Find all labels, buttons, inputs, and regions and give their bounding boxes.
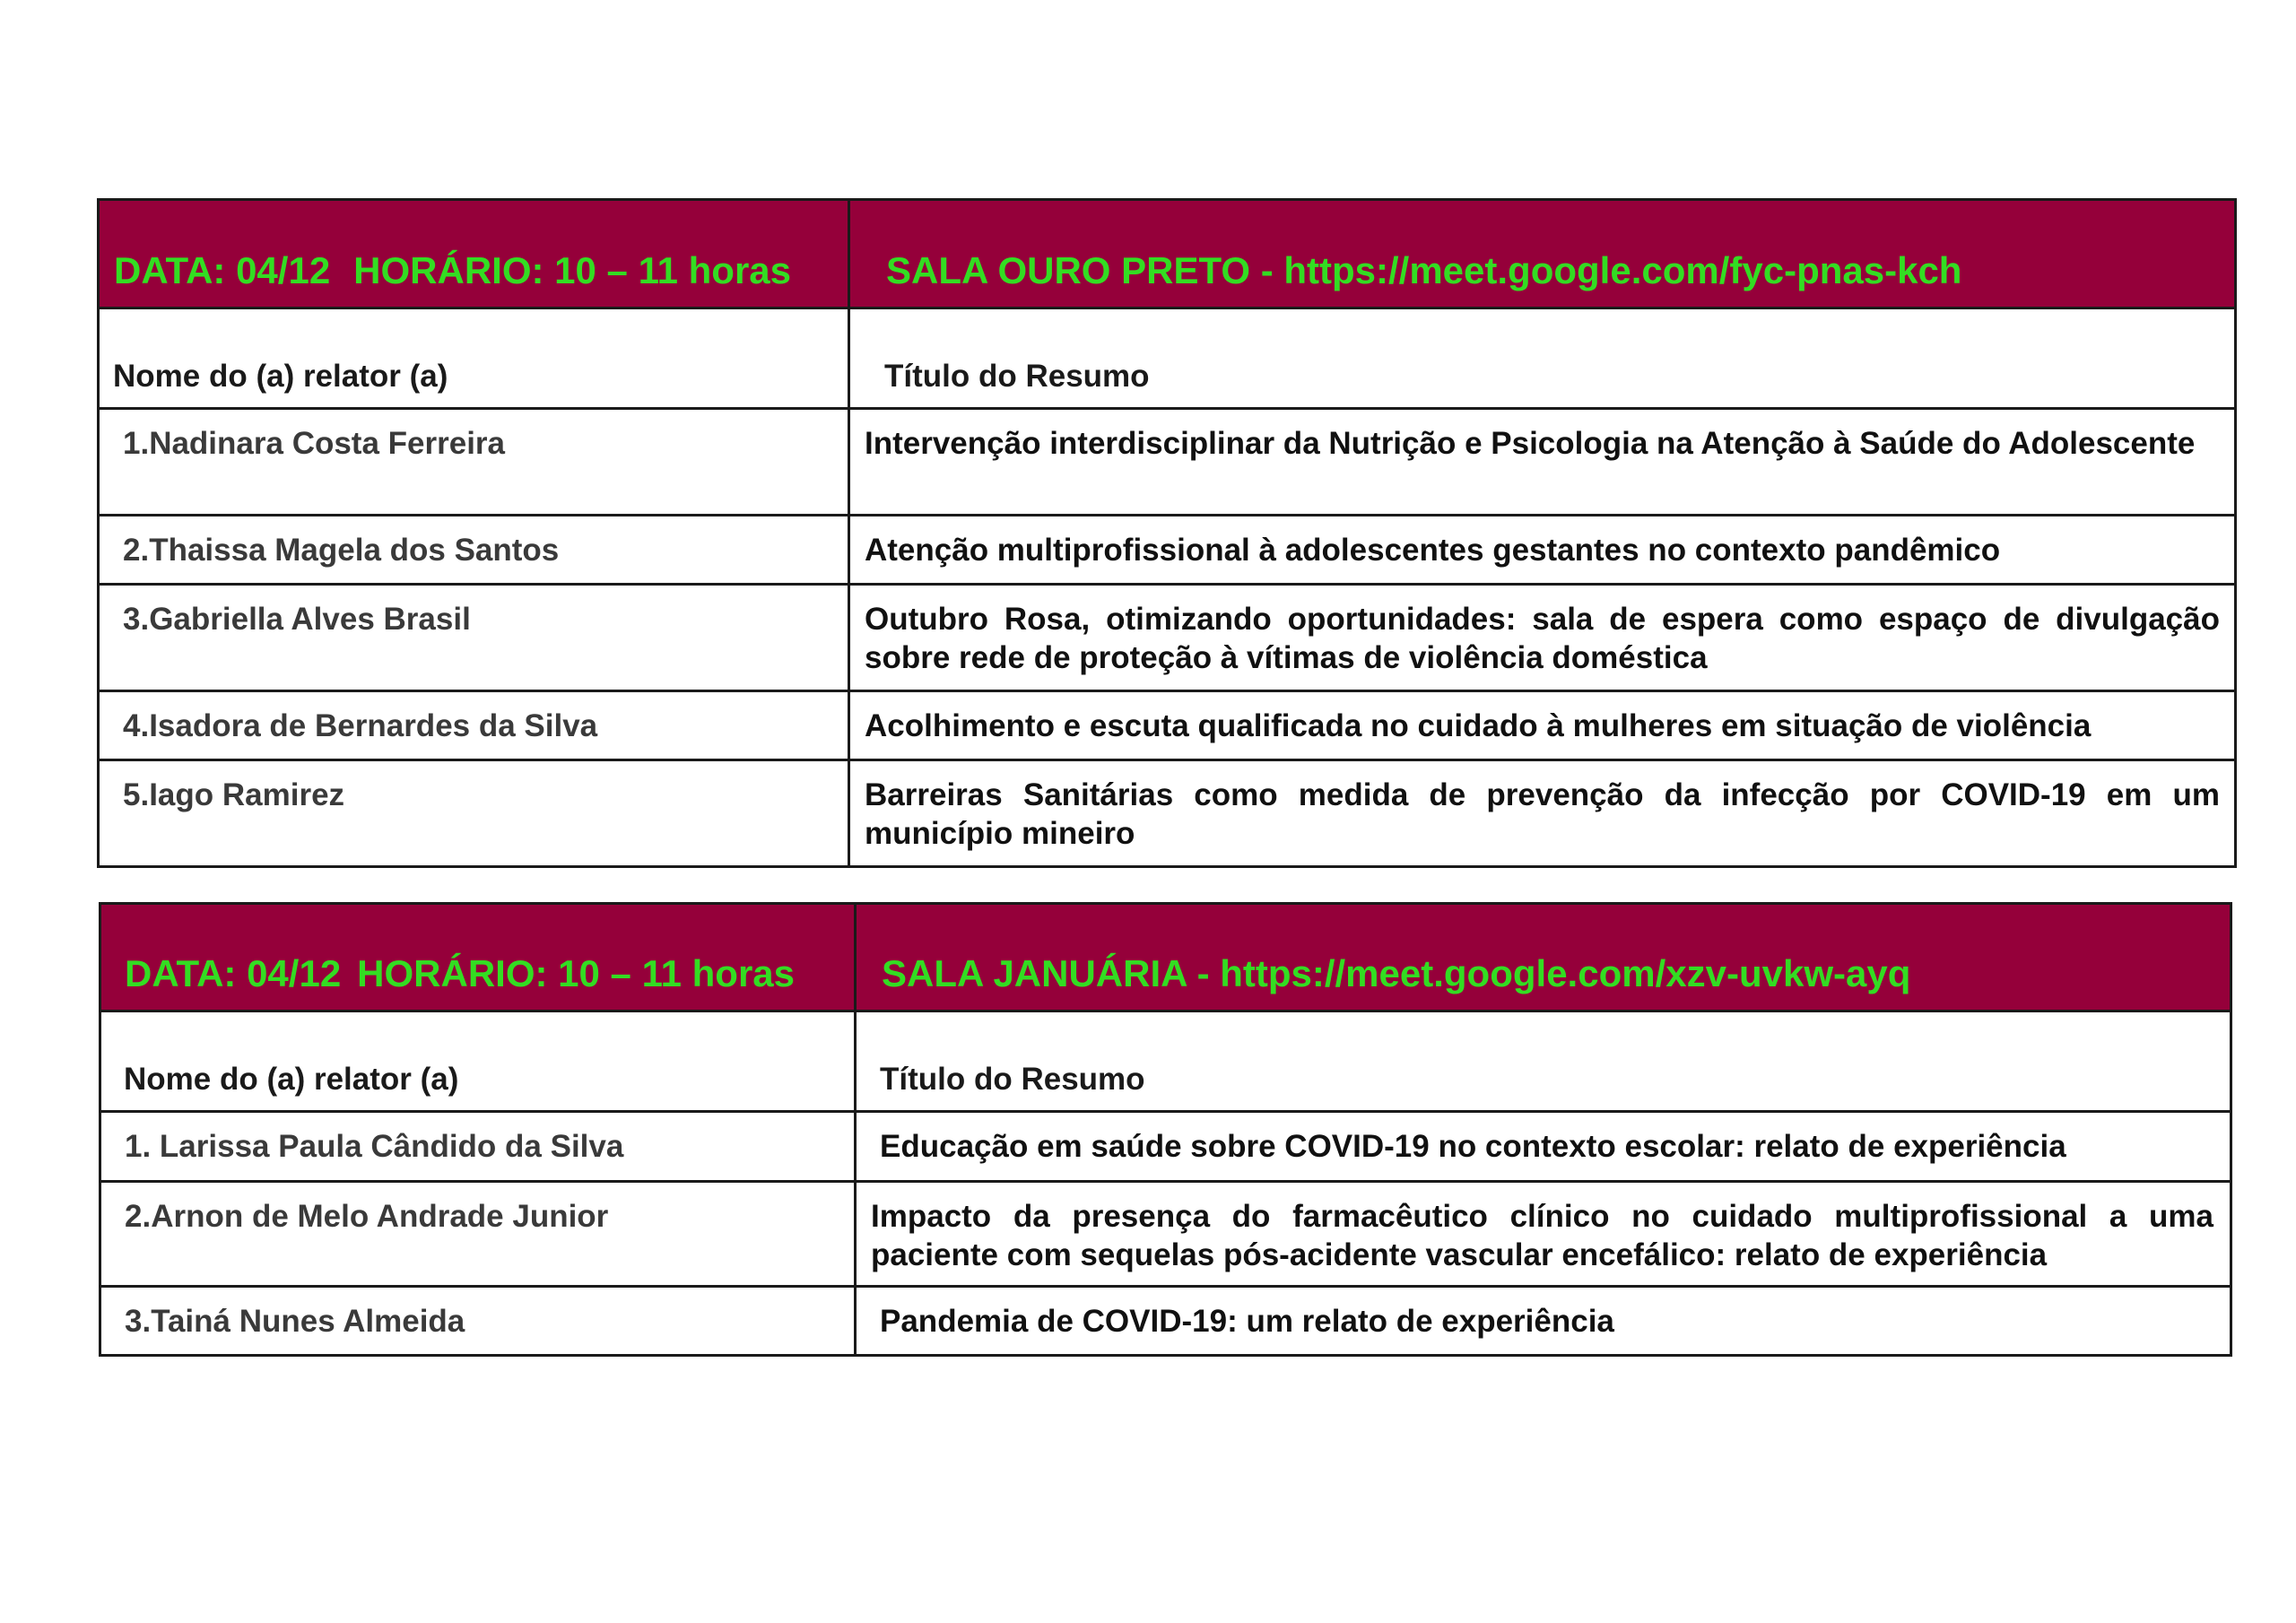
session-table-januaria bbox=[99, 902, 2232, 1357]
presenter-name: 4.Isadora de Bernardes da Silva bbox=[99, 691, 849, 760]
session-header-row bbox=[99, 200, 2236, 308]
presenter-name: 1.Nadinara Costa Ferreira bbox=[99, 409, 849, 516]
table-row bbox=[99, 760, 2236, 867]
session-time: HORÁRIO: 10 – 11 horas bbox=[357, 952, 796, 994]
abstract-title: Barreiras Sanitárias como medida de prevenção da infecção por COVID-19 em um município mineiro bbox=[849, 760, 2236, 867]
table-row bbox=[100, 1182, 2231, 1287]
abstract-title: Educação em saúde sobre COVID-19 no contexto escolar: relato de experiência bbox=[856, 1112, 2231, 1182]
column-header-row bbox=[100, 1011, 2231, 1112]
presenter-name: 3.Gabriella Alves Brasil bbox=[99, 585, 849, 691]
table-row bbox=[99, 516, 2236, 585]
session-date: DATA: 04/12 bbox=[114, 249, 331, 291]
session-date: DATA: 04/12 bbox=[125, 952, 342, 994]
presenter-name: 2.Thaissa Magela dos Santos bbox=[99, 516, 849, 585]
abstract-title: Outubro Rosa, otimizando oportunidades: sala de espera como espaço de divulgação sobre rede de proteção à vítimas de violência doméstica bbox=[849, 585, 2236, 691]
table-row bbox=[99, 585, 2236, 691]
table-row bbox=[100, 1287, 2231, 1356]
abstract-title: Pandemia de COVID-19: um relato de experiência bbox=[856, 1287, 2231, 1356]
column-header-name: Nome do (a) relator (a) bbox=[99, 308, 849, 409]
session-room: SALA JANUÁRIA - https://meet.google.com/xzv-uvkw-ayq bbox=[856, 904, 2231, 1011]
column-header-title: Título do Resumo bbox=[856, 1011, 2231, 1112]
table-row bbox=[99, 409, 2236, 516]
presenter-name: 3.Tainá Nunes Almeida bbox=[100, 1287, 856, 1356]
column-header-row bbox=[99, 308, 2236, 409]
table-row bbox=[100, 1112, 2231, 1182]
abstract-title: Intervenção interdisciplinar da Nutrição e Psicologia na Atenção à Saúde do Adolescente bbox=[849, 409, 2236, 516]
presenter-name: 5.Iago Ramirez bbox=[99, 760, 849, 867]
table-row bbox=[99, 691, 2236, 760]
column-header-title: Título do Resumo bbox=[849, 308, 2236, 409]
abstract-title: Acolhimento e escuta qualificada no cuidado à mulheres em situação de violência bbox=[849, 691, 2236, 760]
session-time: HORÁRIO: 10 – 11 horas bbox=[353, 249, 792, 291]
session-datetime bbox=[100, 904, 856, 1011]
session-header-row bbox=[100, 904, 2231, 1011]
column-header-name: Nome do (a) relator (a) bbox=[100, 1011, 856, 1112]
session-table-ouro-preto bbox=[97, 198, 2237, 868]
session-room: SALA OURO PRETO - https://meet.google.com/fyc-pnas-kch bbox=[849, 200, 2236, 308]
abstract-title: Impacto da presença do farmacêutico clínico no cuidado multiprofissional a uma paciente com sequelas pós-acidente vascular encefálico: relato de experiência bbox=[856, 1182, 2231, 1287]
presenter-name: 1. Larissa Paula Cândido da Silva bbox=[100, 1112, 856, 1182]
abstract-title: Atenção multiprofissional à adolescentes gestantes no contexto pandêmico bbox=[849, 516, 2236, 585]
session-datetime bbox=[99, 200, 849, 308]
presenter-name: 2.Arnon de Melo Andrade Junior bbox=[100, 1182, 856, 1287]
